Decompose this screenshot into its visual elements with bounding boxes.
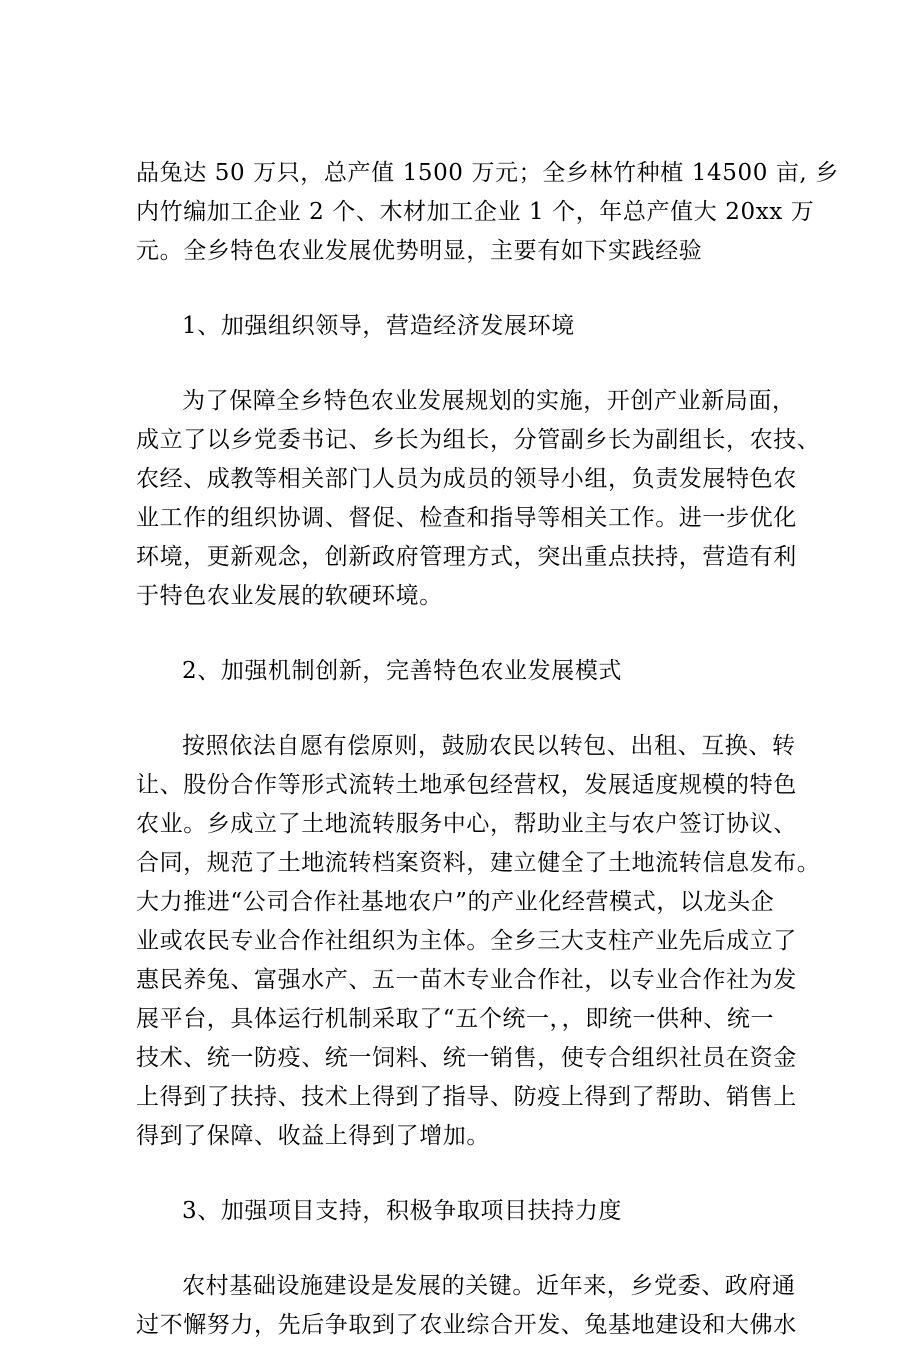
paragraph-gap (136, 616, 796, 652)
document-page (136, 154, 839, 1345)
text-line: 按照依法自愿有偿原则，鼓励农民以转包、出租、互换、转 (182, 733, 796, 759)
paragraph-gap (136, 1156, 796, 1192)
body-paragraph-1 (136, 382, 821, 616)
text-line: 农村基础设施建设是发展的关键。近年来，乡党委、政府通 (182, 1273, 796, 1299)
text-line: 农业。乡成立了土地流转服务中心，帮助业主与农户签订协议、 (136, 811, 797, 837)
text-line: 过不懈努力，先后争取到了农业综合开发、兔基地建设和大佛水 (136, 1312, 797, 1338)
section-heading-3 (136, 1192, 796, 1231)
text-line: 上得到了扶持、技术上得到了指导、防疫上得到了帮助、销售上 (136, 1084, 797, 1110)
text-line: 惠民养兔、富强水产、五一苗木专业合作社，以专业合作社为发 (136, 967, 797, 993)
text-line: 业或农民专业合作社组织为主体。全乡三大支柱产业先后成立了 (136, 928, 797, 954)
text-line: 元。全乡特色农业发展优势明显，主要有如下实践经验 (136, 238, 703, 264)
paragraph-gap (136, 691, 796, 727)
text-line: 业工作的组织协调、督促、检查和指导等相关工作。进一步优化 (136, 505, 797, 531)
heading-line: 3、加强项目支持，积极争取项目扶持力度 (182, 1198, 623, 1224)
text-line: 成立了以乡党委书记、乡长为组长，分管副乡长为副组长，农技、 (136, 427, 821, 453)
section-heading-1 (136, 307, 796, 346)
paragraph-gap (136, 271, 796, 307)
body-paragraph-3 (136, 1267, 796, 1345)
text-line: 为了保障全乡特色农业发展规划的实施，开创产业新局面， (182, 388, 796, 414)
text-line: 展平台，具体运行机制采取了“五个统一，，即统一供种、统一 (136, 1006, 775, 1032)
paragraph-gap (136, 1231, 796, 1267)
text-line: 内竹编加工企业 2 个、木材加工企业 1 个，年总产值大 20xx 万 (136, 199, 815, 225)
heading-line: 2、加强机制创新，完善特色农业发展模式 (182, 658, 623, 684)
text-line: 技术、统一防疫、统一饲料、统一销售，使专合组织社员在资金 (136, 1045, 797, 1071)
text-line: 农经、成教等相关部门人员为成员的领导小组，负责发展特色农 (136, 466, 797, 492)
body-paragraph-2 (136, 727, 821, 1156)
text-line: 环境，更新观念，创新政府管理方式，突出重点扶持，营造有利 (136, 544, 797, 570)
text-line: 品兔达 50 万只，总产值 1500 万元；全乡林竹种植 14500 亩, 乡 (136, 160, 839, 186)
section-heading-2 (136, 652, 796, 691)
text-line: 大力推进“公司合作社基地农户”的产业化经营模式，以龙头企 (136, 889, 775, 915)
text-line: 于特色农业发展的软硬环境。 (136, 583, 443, 609)
text-line: 合同，规范了土地流转档案资料，建立健全了土地流转信息发布。 (136, 850, 821, 876)
text-line: 得到了保障、收益上得到了增加。 (136, 1123, 490, 1149)
heading-line: 1、加强组织领导，营造经济发展环境 (182, 313, 575, 339)
continuation-paragraph (136, 154, 839, 271)
text-line: 让、股份合作等形式流转土地承包经营权，发展适度规模的特色 (136, 772, 797, 798)
paragraph-gap (136, 346, 796, 382)
